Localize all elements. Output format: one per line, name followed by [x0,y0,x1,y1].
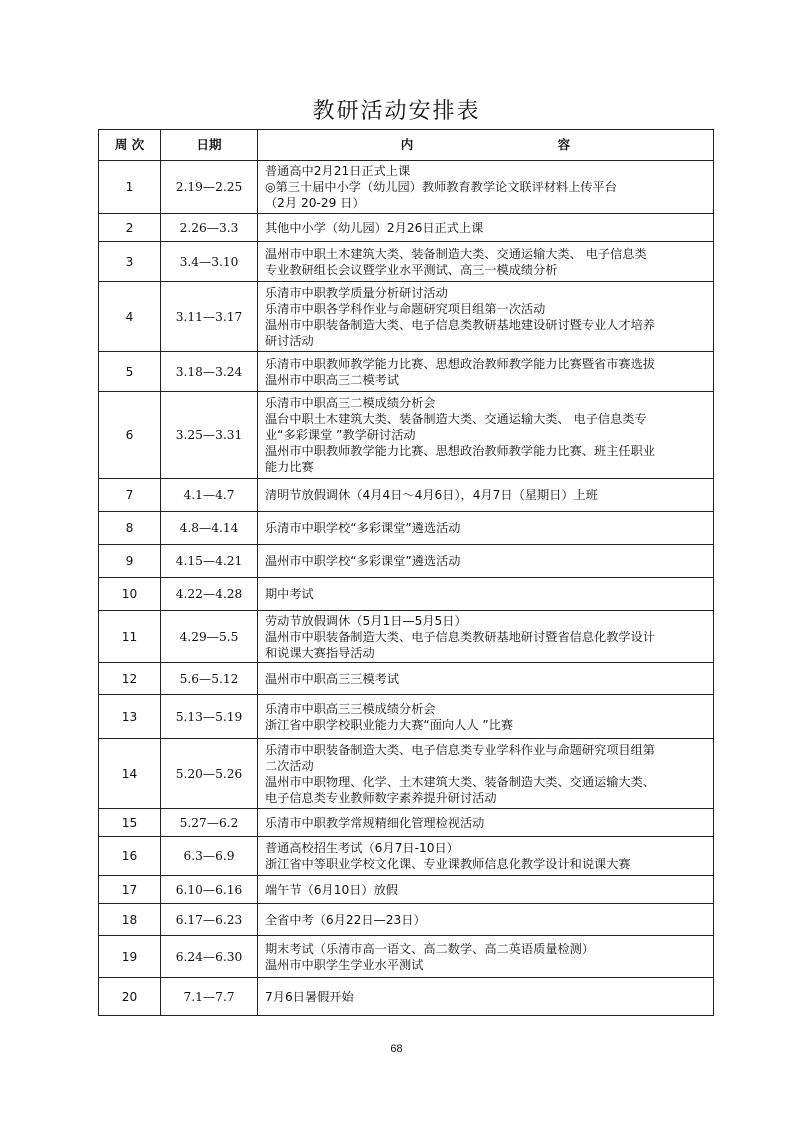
content-cell [258,479,714,512]
content-line: 温台中职土木建筑大类、装备制造大类、交通运输大类、 电子信息类专 [265,412,647,426]
content-line: 温州市中职教师教学能力比赛、思想政治教师教学能力比赛、班主任职业 [265,444,655,458]
content-cell [258,978,714,1016]
content-line: 温州市中职高三二模考试 [265,372,400,387]
content-cell [258,392,714,479]
table-row [99,663,714,695]
content-cell [258,876,714,904]
content-line: 其他中小学（幼儿园）2月26日正式上课 [265,220,484,235]
content-cell [258,837,714,876]
week-cell: 10 [99,578,161,611]
date-cell: 5.27—6.2 [161,809,258,837]
content-line: 乐清市中职教学质量分析研讨活动 [265,285,448,300]
week-cell: 20 [99,978,161,1016]
week-cell: 13 [99,695,161,739]
week-cell: 2 [99,214,161,242]
week-cell: 15 [99,809,161,837]
table-header-row [99,130,714,161]
table-row [99,904,714,936]
week-cell: 9 [99,545,161,578]
week-cell: 4 [99,282,161,352]
content-line: 普通高中2月21日正式上课 [265,164,411,178]
table-row [99,242,714,282]
content-line: 乐清市中职教师教学能力比赛、思想政治教师教学能力比赛暨省市赛选拔 [265,356,655,371]
date-cell: 3.18—3.24 [161,352,258,392]
content-cell [258,161,714,214]
content-line: ◎第三十届中小学（幼儿园）教师教育教学论文联评材料上传平台 [265,180,617,194]
table-row [99,512,714,545]
content-line: 7月6日暑假开始 [265,989,354,1004]
week-cell: 5 [99,352,161,392]
date-cell: 4.1—4.7 [161,479,258,512]
content-line: 温州市中职装备制造大类、电子信息类教研基地建设研讨暨专业人才培养 [265,317,655,332]
date-cell: 4.22—4.28 [161,578,258,611]
week-cell: 16 [99,837,161,876]
content-line: 乐清市中职各学科作业与命题研究项目组第一次活动 [265,301,546,316]
table-row [99,837,714,876]
week-cell: 18 [99,904,161,936]
header-content [258,130,714,161]
date-cell: 6.17—6.23 [161,904,258,936]
content-line: 二次活动 [265,758,314,773]
content-cell [258,936,714,978]
table-row [99,352,714,392]
week-cell: 19 [99,936,161,978]
header-content-right: 容 [557,137,571,152]
week-cell: 17 [99,876,161,904]
date-cell: 6.3—6.9 [161,837,258,876]
table-row [99,739,714,809]
table-row [99,809,714,837]
content-cell [258,352,714,392]
content-line: 普通高校招生考试（6月7日-10日） [265,841,459,855]
content-line: 劳动节放假调休（5月1日—5月5日） [265,613,467,628]
content-cell [258,739,714,809]
table-row [99,695,714,739]
date-cell: 5.13—5.19 [161,695,258,739]
content-line: 端午节（6月10日）放假 [265,882,398,897]
content-line: （2月 20-29 日） [265,196,365,210]
content-line: 温州市中职高三三模考试 [265,671,400,686]
schedule-table [98,129,714,1016]
content-line: 温州市中职学生学业水平测试 [265,957,424,972]
week-cell: 6 [99,392,161,479]
content-line: 业“多彩课堂 ”教学研讨活动 [265,428,416,442]
date-cell: 5.6—5.12 [161,663,258,695]
content-line: 期末考试（乐清市高一语文、高二数学、高二英语质量检测） [265,941,595,956]
week-cell: 8 [99,512,161,545]
content-cell [258,214,714,242]
page-number: 68 [390,1043,403,1055]
table-row [99,479,714,512]
content-cell [258,282,714,352]
header-content-left: 内 [400,137,414,152]
content-line: 全省中考（6月22日—23日） [265,912,426,927]
content-cell [258,809,714,837]
table-row [99,392,714,479]
content-line: 乐清市中职装备制造大类、电子信息类专业学科作业与命题研究项目组第 [265,742,655,757]
week-cell: 1 [99,161,161,214]
week-cell: 11 [99,611,161,663]
content-cell [258,545,714,578]
content-cell [258,512,714,545]
date-cell: 3.25—3.31 [161,392,258,479]
week-cell: 7 [99,479,161,512]
content-line: 温州市中职学校“多彩课堂”遴选活动 [265,554,461,568]
content-line: 温州市中职土木建筑大类、装备制造大类、交通运输大类、 电子信息类 [265,246,647,261]
table-body [99,161,714,1016]
table-row [99,282,714,352]
date-cell: 2.26—3.3 [161,214,258,242]
table-row [99,936,714,978]
table-row [99,611,714,663]
date-cell: 4.8—4.14 [161,512,258,545]
week-cell: 12 [99,663,161,695]
content-cell [258,611,714,663]
content-line: 研讨活动 [265,333,314,348]
content-cell [258,904,714,936]
week-cell: 3 [99,242,161,282]
content-line: 电子信息类专业教师数字素养提升研讨活动 [265,790,497,805]
content-line: 专业教研组长会议暨学业水平测试、高三一模成绩分析 [265,262,558,277]
date-cell: 6.10—6.16 [161,876,258,904]
header-date: 日期 [161,130,258,161]
content-line: 期中考试 [265,587,314,601]
content-cell [258,663,714,695]
week-cell: 14 [99,739,161,809]
date-cell: 3.4—3.10 [161,242,258,282]
content-line: 浙江省中等职业学校文化课、专业课教师信息化教学设计和说课大赛 [265,857,631,871]
content-cell [258,242,714,282]
content-cell [258,695,714,739]
content-line: 乐清市中职高三三模成绩分析会 [265,701,436,716]
table-row [99,545,714,578]
content-cell [258,578,714,611]
table-row [99,578,714,611]
table-row [99,161,714,214]
date-cell: 4.29—5.5 [161,611,258,663]
table-row [99,978,714,1016]
content-line: 温州市中职装备制造大类、电子信息类教研基地研讨暨省信息化教学设计 [265,629,655,644]
content-line: 能力比赛 [265,460,314,474]
date-cell: 4.15—4.21 [161,545,258,578]
content-line: 乐清市中职教学常规精细化管理检视活动 [265,815,485,830]
date-cell: 6.24—6.30 [161,936,258,978]
content-line: 和说课大赛指导活动 [265,645,375,660]
content-line: 乐清市中职学校“多彩课堂”遴选活动 [265,521,461,535]
date-cell: 5.20—5.26 [161,739,258,809]
content-line: 温州市中职物理、化学、土木建筑大类、装备制造大类、交通运输大类、 [265,774,655,789]
content-line: 清明节放假调休（4月4日～4月6日），4月7日（星期日）上班 [265,488,598,502]
table-row [99,876,714,904]
table-row [99,214,714,242]
date-cell: 2.19—2.25 [161,161,258,214]
page-title: 教研活动安排表 [312,99,481,124]
content-line: 浙江省中职学校职业能力大赛“面向人人 ”比赛 [265,717,514,732]
header-week: 周 次 [99,130,161,161]
date-cell: 3.11—3.17 [161,282,258,352]
content-line: 乐清市中职高三二模成绩分析会 [265,396,436,410]
date-cell: 7.1—7.7 [161,978,258,1016]
